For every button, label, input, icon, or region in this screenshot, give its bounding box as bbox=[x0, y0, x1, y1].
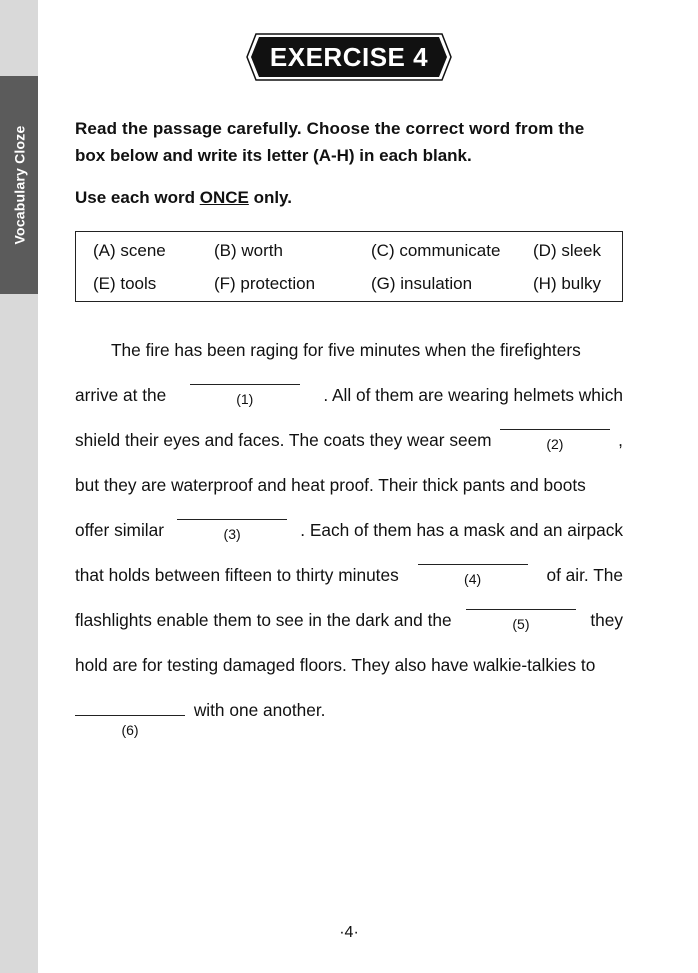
passage-text: they bbox=[590, 610, 623, 630]
answer-blank-2[interactable] bbox=[500, 428, 610, 452]
passage-line: The fire has been raging for five minutes when the firefighters bbox=[111, 340, 581, 360]
instruction-line-2: box below and write its letter (A-H) in each blank. bbox=[75, 146, 472, 165]
blank-number: (5) bbox=[512, 616, 530, 632]
exercise-title: EXERCISE 4 bbox=[269, 41, 429, 72]
blank-number: (1) bbox=[236, 391, 254, 407]
passage-text: that holds between fifteen to thirty minutes bbox=[75, 565, 399, 585]
blank-number: (3) bbox=[223, 526, 241, 542]
passage-text: flashlights enable them to see in the dark and the bbox=[75, 610, 452, 630]
passage-text: shield their eyes and faces. The coats they wear seem bbox=[75, 430, 492, 450]
answer-blank-3[interactable] bbox=[177, 518, 287, 542]
blank-number: (4) bbox=[464, 571, 482, 587]
answer-blank-5[interactable] bbox=[466, 608, 576, 632]
answer-blank-1[interactable] bbox=[190, 383, 300, 407]
word-option: (H) bulky bbox=[533, 274, 602, 293]
use-suffix: only. bbox=[248, 188, 292, 207]
blank-number: (2) bbox=[546, 436, 564, 452]
passage-line: hold are for testing damaged floors. They also have walkie-talkies to bbox=[75, 655, 596, 675]
answer-blank-4[interactable] bbox=[418, 563, 528, 587]
passage-text: of air. The bbox=[546, 565, 623, 585]
passage-line bbox=[75, 518, 623, 542]
word-box bbox=[75, 231, 623, 302]
passage-line bbox=[75, 698, 623, 738]
word-option: (C) communicate bbox=[371, 241, 501, 260]
passage-line bbox=[75, 383, 623, 407]
word-option: (B) worth bbox=[214, 241, 283, 260]
use-once-instruction bbox=[75, 186, 292, 210]
blank-number: (6) bbox=[121, 722, 139, 738]
word-option: (E) tools bbox=[93, 274, 157, 293]
word-option: (F) protection bbox=[214, 274, 316, 293]
passage-text: , bbox=[618, 430, 623, 450]
passage-line bbox=[75, 428, 623, 452]
passage-text: arrive at the bbox=[75, 385, 167, 405]
word-option: (D) sleek bbox=[533, 241, 602, 260]
passage-text: . Each of them has a mask and an airpack bbox=[300, 520, 623, 540]
use-prefix: Use each word bbox=[75, 188, 200, 207]
passage-line: but they are waterproof and heat proof. Their thick pants and boots bbox=[75, 475, 586, 495]
side-tab-label: Vocabulary Cloze bbox=[11, 125, 27, 245]
once-emphasis: ONCE bbox=[199, 188, 249, 207]
passage-line bbox=[75, 608, 623, 632]
instructions bbox=[75, 115, 625, 169]
passage-text: with one another. bbox=[193, 700, 326, 720]
instruction-line-1: Read the passage carefully. Choose the correct word from the bbox=[75, 119, 585, 138]
word-option: (G) insulation bbox=[371, 274, 473, 293]
answer-blank-6[interactable] bbox=[75, 714, 185, 738]
passage-text: . All of them are wearing helmets which bbox=[323, 385, 623, 405]
side-tab bbox=[0, 76, 38, 294]
passage-text: offer similar bbox=[75, 520, 164, 540]
exercise-title-banner bbox=[246, 33, 452, 81]
page-number: ·4· bbox=[339, 924, 359, 941]
word-option: (A) scene bbox=[93, 241, 166, 260]
passage-line bbox=[75, 563, 623, 587]
